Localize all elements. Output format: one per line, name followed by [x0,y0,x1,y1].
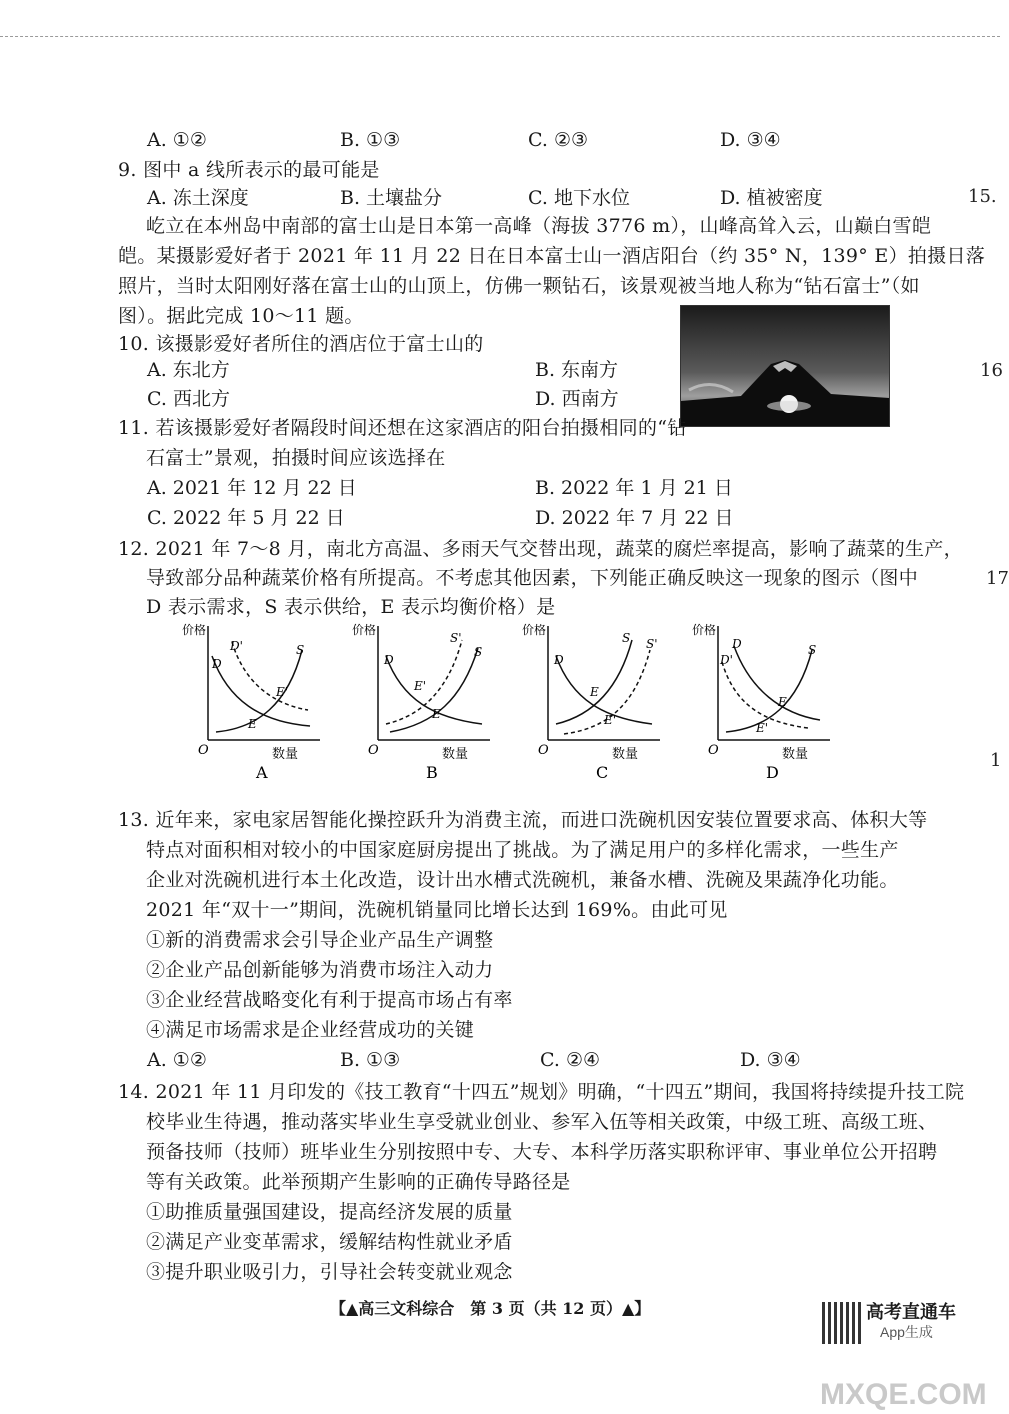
curve-s [216,650,302,732]
label-s: S [808,643,817,657]
curve-d-prime [722,662,808,728]
q14-item-1: ①助推质量强国建设，提高经济发展的质量 [146,1201,513,1223]
q13-stem-line-4: 2021 年“双十一”期间，洗碗机销量同比增长达到 169%。由此可见 [146,899,728,921]
label-d: D [384,653,394,667]
label-d: D [554,653,564,667]
q14-item-3: ③提升职业吸引力，引导社会转变就业观念 [146,1261,513,1283]
curve-d [734,646,820,720]
q9-stem: 9. 图中 a 线所表示的最可能是 [118,159,380,181]
brand-name: 高考直通车 [866,1302,956,1322]
q13-item-4: ④满足市场需求是企业经营成功的关键 [146,1019,475,1041]
q14-stem-line-3: 预备技师（技师）班毕业生分别按照中专、大专、本科学历落实职称评审、事业单位公开招聘 [146,1141,938,1163]
label-e: E [248,717,257,731]
chart-letter: C [596,763,609,782]
q9-option-c: C. 地下水位 [528,187,630,209]
passage-line-2: 皑。某摄影爱好者于 2021 年 11 月 22 日在日本富士山一酒店阳台（约 35° N，139° E）拍摄日落 [118,245,986,267]
q13-item-3: ③企业经营战略变化有利于提高市场占有率 [146,989,513,1011]
qr-code-icon [822,1302,864,1344]
q13-option-a: A. ①② [147,1049,207,1071]
q9-option-a: A. 冻土深度 [147,187,249,209]
q13-item-2: ②企业产品创新能够为消费市场注入动力 [146,959,494,981]
q13-stem-line-3: 企业对洗碗机进行本土化改造，设计出水槽式洗碗机，兼备水槽、洗碗及果蔬净化功能。 [146,869,899,891]
label-e: E [778,695,787,709]
q10-option-b: B. 东南方 [535,359,619,381]
q10-option-c: C. 西北方 [147,388,230,410]
q14-stem-line-1: 14. 2021 年 11 月印发的《技工教育“十四五”规划》明确，“十四五”期间，我国将持续提升技工院 [118,1081,965,1103]
q14-stem-line-4: 等有关政策。此举预期产生影响的正确传导路径是 [146,1171,571,1193]
x-axis-label: 数量 [272,747,299,762]
passage-line-3: 照片，当时太阳刚好落在富士山的山顶上，仿佛一颗钻石，该景观被当地人称为“钻石富士”（如 [118,275,920,297]
q11-option-d: D. 2022 年 7 月 22 日 [535,507,734,529]
label-e-prime: E' [276,685,289,699]
x-axis-label: 数量 [442,747,469,762]
x-axis-label: 数量 [782,747,809,762]
mountain-sunset-illustration [681,306,889,426]
label-d: D [732,637,742,651]
label-s-prime: S' [646,637,658,651]
diamond-fuji-photo [680,305,890,427]
chart-letter: A [256,763,268,782]
q13-option-d: D. ③④ [740,1049,801,1071]
y-axis-label: 价格 [692,623,717,637]
q13-option-c: C. ②④ [540,1049,601,1071]
edge-number-17: 17 [986,568,1009,589]
q12-supply-demand-charts [180,620,860,780]
q9-option-b: B. 土壤盐分 [340,187,443,209]
label-s: S [296,643,305,657]
chart-a [180,620,330,780]
q8-option-d: D. ③④ [720,129,781,151]
brand-sub: App生成 [880,1324,933,1340]
edge-number-1: 1 [990,750,1002,771]
label-d-prime: D' [720,653,733,667]
origin-label: O [198,743,209,758]
label-s-prime: S' [450,631,462,645]
y-axis-label: 价格 [522,623,547,637]
edge-number-16: 16 [980,360,1003,381]
chart-letter: D [766,763,779,782]
watermark-site: MXQE.COM [820,1378,987,1411]
passage-line-4: 图）。据此完成 10～11 题。 [118,305,364,327]
label-s: S [622,631,631,645]
label-e: E [590,685,599,699]
q13-item-1: ①新的消费需求会引导企业产品生产调整 [146,929,494,951]
label-e-prime: E' [604,713,617,727]
chart-letter: B [426,763,438,782]
label-d: D [212,657,222,671]
q11-option-c: C. 2022 年 5 月 22 日 [147,507,345,529]
curve-s [556,640,632,724]
q12-stem-line-2: 导致部分品种蔬菜价格有所提高。不考虑其他因素，下列能正确反映这一现象的图示（图中 [146,567,919,589]
q10-option-a: A. 东北方 [147,359,230,381]
origin-label: O [708,743,719,758]
q8-option-b: B. ①③ [340,129,401,151]
label-e: E [432,707,441,721]
passage-line-1: 屹立在本州岛中南部的富士山是日本第一高峰（海拔 3776 m），山峰高耸入云，山巅白雪皑 [146,215,932,237]
q10-option-d: D. 西南方 [535,388,619,410]
q10-stem: 10. 该摄影爱好者所住的酒店位于富士山的 [118,333,484,355]
q9-option-d: D. 植被密度 [720,187,823,209]
q11-option-b: B. 2022 年 1 月 21 日 [535,477,733,499]
label-e-prime: E' [414,679,427,693]
q14-item-2: ②满足产业变革需求，缓解结构性就业矛盾 [146,1231,513,1253]
chart-d [690,620,840,780]
q13-stem-line-2: 特点对面积相对较小的中国家庭厨房提出了挑战。为了满足用户的多样化需求，一些生产 [146,839,899,861]
q13-stem-line-1: 13. 近年来，家电家居智能化操控跃升为消费主流，而进口洗碗机因安装位置要求高、体积大等 [118,809,928,831]
q11-option-a: A. 2021 年 12 月 22 日 [147,477,357,499]
y-axis-label: 价格 [182,623,207,637]
label-d-prime: D' [230,639,243,653]
q13-option-b: B. ①③ [340,1049,401,1071]
label-e-prime: E' [756,721,769,735]
origin-label: O [368,743,379,758]
q12-stem-line-1: 12. 2021 年 7～8 月，南北方高温、多雨天气交替出现，蔬菜的腐烂率提高，影响了蔬菜的生产， [118,538,963,560]
edge-number-15: 15. [968,186,997,207]
q11-stem-line-1: 11. 若该摄影爱好者隔段时间还想在这家酒店的阳台拍摄相同的“钻 [118,417,687,439]
q14-stem-line-2: 校毕业生待遇，推动落实毕业生享受就业创业、参军入伍等相关政策，中级工班、高级工班、 [146,1111,938,1133]
chart-c [520,620,670,780]
y-axis-label: 价格 [352,623,377,637]
q11-stem-line-2: 石富士”景观，拍摄时间应该选择在 [146,447,446,469]
curve-s [726,650,812,732]
chart-b [350,620,500,780]
x-axis-label: 数量 [612,747,639,762]
origin-label: O [538,743,549,758]
page-top-edge [0,36,1000,38]
label-s: S [474,645,483,659]
q12-stem-line-3: D 表示需求，S 表示供给，E 表示均衡价格）是 [146,596,556,618]
q8-option-c: C. ②③ [528,129,589,151]
q8-option-a: A. ①② [147,129,207,151]
page-footer: 【▲高三文科综合 第 3 页（共 12 页）▲】 [330,1299,651,1318]
